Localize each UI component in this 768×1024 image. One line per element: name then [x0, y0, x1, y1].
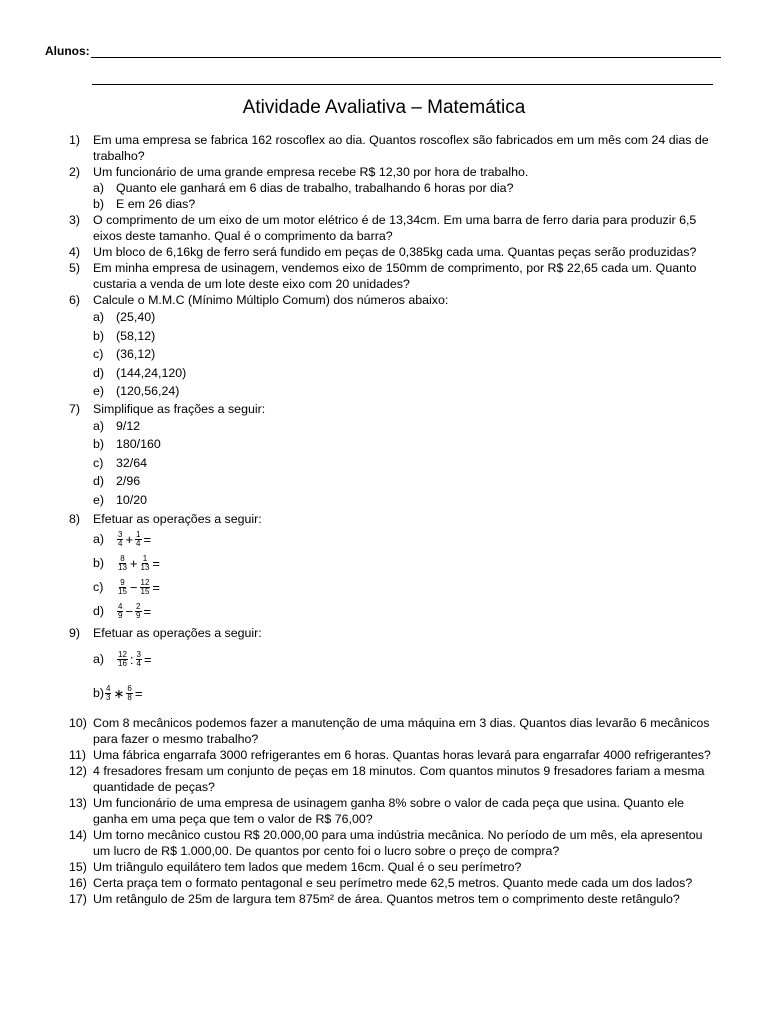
question-2	[69, 164, 719, 180]
name-line-2	[92, 84, 713, 85]
fraction-item	[93, 575, 719, 599]
sub-item	[93, 364, 719, 383]
question-text: O comprimento de um eixo de um motor elétrico é de 13,34cm. Em uma barra de ferro daria para produzir 6,5 eixos deste tamanho. Qual é o comprimento da barra?	[93, 213, 697, 243]
sub-label: e)	[93, 492, 105, 507]
name-line-1	[91, 57, 721, 58]
header	[45, 43, 721, 59]
denominator: 9	[136, 611, 141, 621]
sub-text: 180/160	[116, 437, 161, 451]
numerator: 1	[136, 530, 141, 540]
denominator: 4	[136, 539, 141, 549]
sub-item	[93, 308, 719, 327]
question-8	[69, 511, 719, 527]
question-5	[69, 260, 719, 292]
sub-label: d)	[93, 365, 105, 380]
numerator: 12	[118, 650, 127, 660]
question-number: 12)	[69, 764, 87, 778]
question-number: 1)	[69, 133, 81, 147]
sub-label: a)	[93, 181, 105, 195]
denominator: 15	[140, 587, 150, 597]
question-text: Uma fábrica engarrafa 3000 refrigerantes em 6 horas. Quantas horas levará para engarrafar 4000 refrigerantes?	[93, 748, 711, 762]
question-17	[69, 891, 719, 907]
sub-item	[93, 180, 719, 196]
sub-text: 10/20	[116, 492, 148, 507]
sub-label: a)	[93, 532, 105, 546]
question-text: Certa praça tem o formato pentagonal e seu perímetro mede 62,5 metros. Quanto mede cada um dos lados?	[93, 876, 693, 890]
question-number: 4)	[69, 245, 81, 259]
sub-item	[93, 417, 719, 436]
question-text: Simplifique as frações a seguir:	[93, 401, 266, 416]
numerator: 12	[140, 578, 150, 588]
sub-label: a)	[93, 418, 105, 433]
sub-item	[93, 454, 719, 473]
alunos-label: Alunos:	[45, 44, 90, 58]
sub-text: 9/12	[116, 418, 141, 433]
sub-text: E em 26 dias?	[116, 197, 196, 211]
question-13	[69, 795, 719, 827]
sub-item	[93, 327, 719, 346]
operator: ∗	[113, 685, 125, 701]
question-text: Com 8 mecânicos podemos fazer a manutenção de uma máquina em 3 dias. Quantos dias levarão 6 mecânicos para fazer o mesmo trabalho?	[93, 716, 710, 746]
question-16	[69, 875, 719, 891]
sub-label: c)	[93, 347, 104, 361]
question-text: Um retângulo de 25m de largura tem 875m² de área. Quantos metros tem o comprimento deste retângulo?	[93, 892, 680, 906]
question-text: 4 fresadores fresam um conjunto de peças em 18 minutos. Com quantos minutos 9 fresadores fariam a mesma quantidade de peças?	[93, 764, 705, 794]
question-7	[69, 401, 719, 417]
sub-text: 32/64	[116, 455, 148, 470]
sub-label: c)	[93, 455, 104, 470]
denominator: 9	[118, 611, 123, 621]
sub-item	[93, 472, 719, 491]
sub-label: d)	[93, 474, 105, 488]
numerator: 1	[142, 554, 148, 564]
fraction	[117, 555, 128, 572]
equals-sign: =	[152, 579, 160, 595]
operator: −	[125, 603, 134, 619]
question-number: 15)	[69, 860, 87, 874]
question-number: 11)	[69, 748, 86, 762]
denominator: 13	[140, 563, 150, 573]
sub-text: (25,40)	[116, 310, 156, 324]
fraction-item	[93, 527, 719, 551]
question-12	[69, 763, 719, 795]
question-number: 5)	[69, 261, 81, 275]
equals-sign: =	[143, 651, 152, 667]
fraction	[126, 685, 132, 702]
question-3	[69, 212, 719, 244]
fraction	[135, 531, 141, 548]
sub-label: c)	[93, 580, 104, 594]
sub-text: (36,12)	[116, 347, 156, 361]
fraction	[135, 603, 141, 620]
question-number: 9)	[69, 626, 81, 640]
denominator: 4	[136, 659, 141, 669]
question-10	[69, 715, 719, 747]
question-text: Em uma empresa se fabrica 162 roscoflex ao dia. Quantos roscoflex são fabricados em um mês com 24 dias de trabalho?	[93, 133, 709, 163]
equals-sign: =	[134, 685, 143, 701]
numerator: 9	[120, 578, 125, 588]
question-1	[69, 132, 719, 164]
question-4	[69, 244, 719, 260]
sub-text: Quanto ele ganhará em 6 dias de trabalho, trabalhando 6 horas por dia?	[116, 181, 514, 195]
question-text: Calcule o M.M.C (Mínimo Múltiplo Comum) dos números abaixo:	[93, 293, 449, 307]
sub-label: b)	[93, 328, 105, 343]
question-14	[69, 827, 719, 859]
question-number: 14)	[69, 828, 87, 842]
sub-item	[93, 345, 719, 364]
question-number: 2)	[69, 165, 81, 179]
fraction	[140, 579, 151, 596]
question-11	[69, 747, 719, 763]
equals-sign: =	[152, 555, 160, 571]
sub-label: b)	[93, 686, 105, 700]
sub-item	[93, 435, 719, 454]
equals-sign: =	[143, 531, 152, 547]
sub-label: a)	[93, 310, 105, 324]
question-6	[69, 292, 719, 308]
question-text: Um funcionário de uma empresa de usinagem ganha 8% sobre o valor de cada peça que usina. Quanto ele ganha em uma peça que tem o valor de R$ 76,00?	[93, 796, 684, 826]
sub-label: e)	[93, 384, 105, 398]
fraction	[117, 579, 128, 596]
operator: +	[125, 531, 134, 547]
question-number: 17)	[69, 892, 87, 906]
sub-label: b)	[93, 197, 105, 211]
question-number: 7)	[69, 401, 81, 416]
question-number: 13)	[69, 796, 87, 810]
sub-label: b)	[93, 437, 105, 451]
sub-label: a)	[93, 652, 105, 666]
numerator: 3	[136, 650, 141, 660]
operator: +	[129, 555, 138, 571]
sub-item	[93, 491, 719, 510]
fraction	[136, 651, 142, 668]
denominator: 8	[127, 693, 132, 703]
denominator: 3	[106, 693, 111, 703]
operator: :	[129, 651, 134, 667]
question-number: 16)	[69, 876, 87, 890]
fraction	[117, 651, 128, 668]
numerator: 4	[118, 602, 123, 612]
question-text: Um funcionário de uma grande empresa recebe R$ 12,30 por hora de trabalho.	[93, 165, 529, 179]
numerator: 3	[118, 530, 123, 540]
fraction	[117, 531, 123, 548]
question-text: Efetuar as operações a seguir:	[93, 626, 262, 640]
fraction-item	[93, 647, 719, 671]
sub-text: (144,24,120)	[116, 365, 187, 380]
question-15	[69, 859, 719, 875]
fraction	[105, 685, 111, 702]
numerator: 2	[136, 602, 141, 612]
question-number: 10)	[69, 716, 87, 730]
numerator: 6	[127, 684, 132, 694]
sub-text: (58,12)	[116, 328, 156, 343]
question-number: 8)	[69, 512, 81, 526]
numerator: 8	[120, 554, 125, 564]
fraction	[140, 555, 151, 572]
denominator: 16	[118, 659, 127, 669]
sub-text: 2/96	[116, 474, 141, 488]
question-text: Um triângulo equilátero tem lados que medem 16cm. Qual é o seu perímetro?	[93, 860, 522, 874]
question-text: Um bloco de 6,16kg de ferro será fundido em peças de 0,385kg cada uma. Quantas peças serão produzidas?	[93, 245, 697, 259]
fraction-item	[93, 551, 719, 575]
equals-sign: =	[143, 603, 152, 619]
denominator: 4	[118, 539, 123, 549]
question-9	[69, 625, 719, 641]
denominator: 13	[118, 563, 127, 573]
fraction-item	[93, 599, 719, 623]
sub-text: (120,56,24)	[116, 384, 180, 398]
numerator: 4	[106, 684, 111, 694]
sub-label: d)	[93, 604, 105, 618]
question-text: Um torno mecânico custou R$ 20.000,00 para uma indústria mecânica. No período de um mês, ela apresentou um lucro de R$ 1.000,00. De quantos por cento foi o lucro sobre o preço de compra?	[93, 828, 703, 858]
fraction-item	[93, 681, 719, 705]
question-text: Efetuar as operações a seguir:	[93, 512, 262, 526]
denominator: 15	[118, 587, 127, 597]
sub-item	[93, 196, 719, 212]
question-number: 3)	[69, 213, 81, 227]
fraction	[117, 603, 123, 620]
sub-item	[93, 382, 719, 401]
page-title: Atividade Avaliativa – Matemática	[242, 97, 526, 118]
question-list	[69, 132, 719, 907]
question-text: Em minha empresa de usinagem, vendemos eixo de 150mm de comprimento, por R$ 22,65 cada um. Quanto custaria a venda de um lote deste eixo com 20 unidades?	[93, 261, 697, 291]
question-number: 6)	[69, 293, 81, 307]
operator: −	[129, 579, 138, 595]
sub-label: b)	[93, 556, 105, 570]
